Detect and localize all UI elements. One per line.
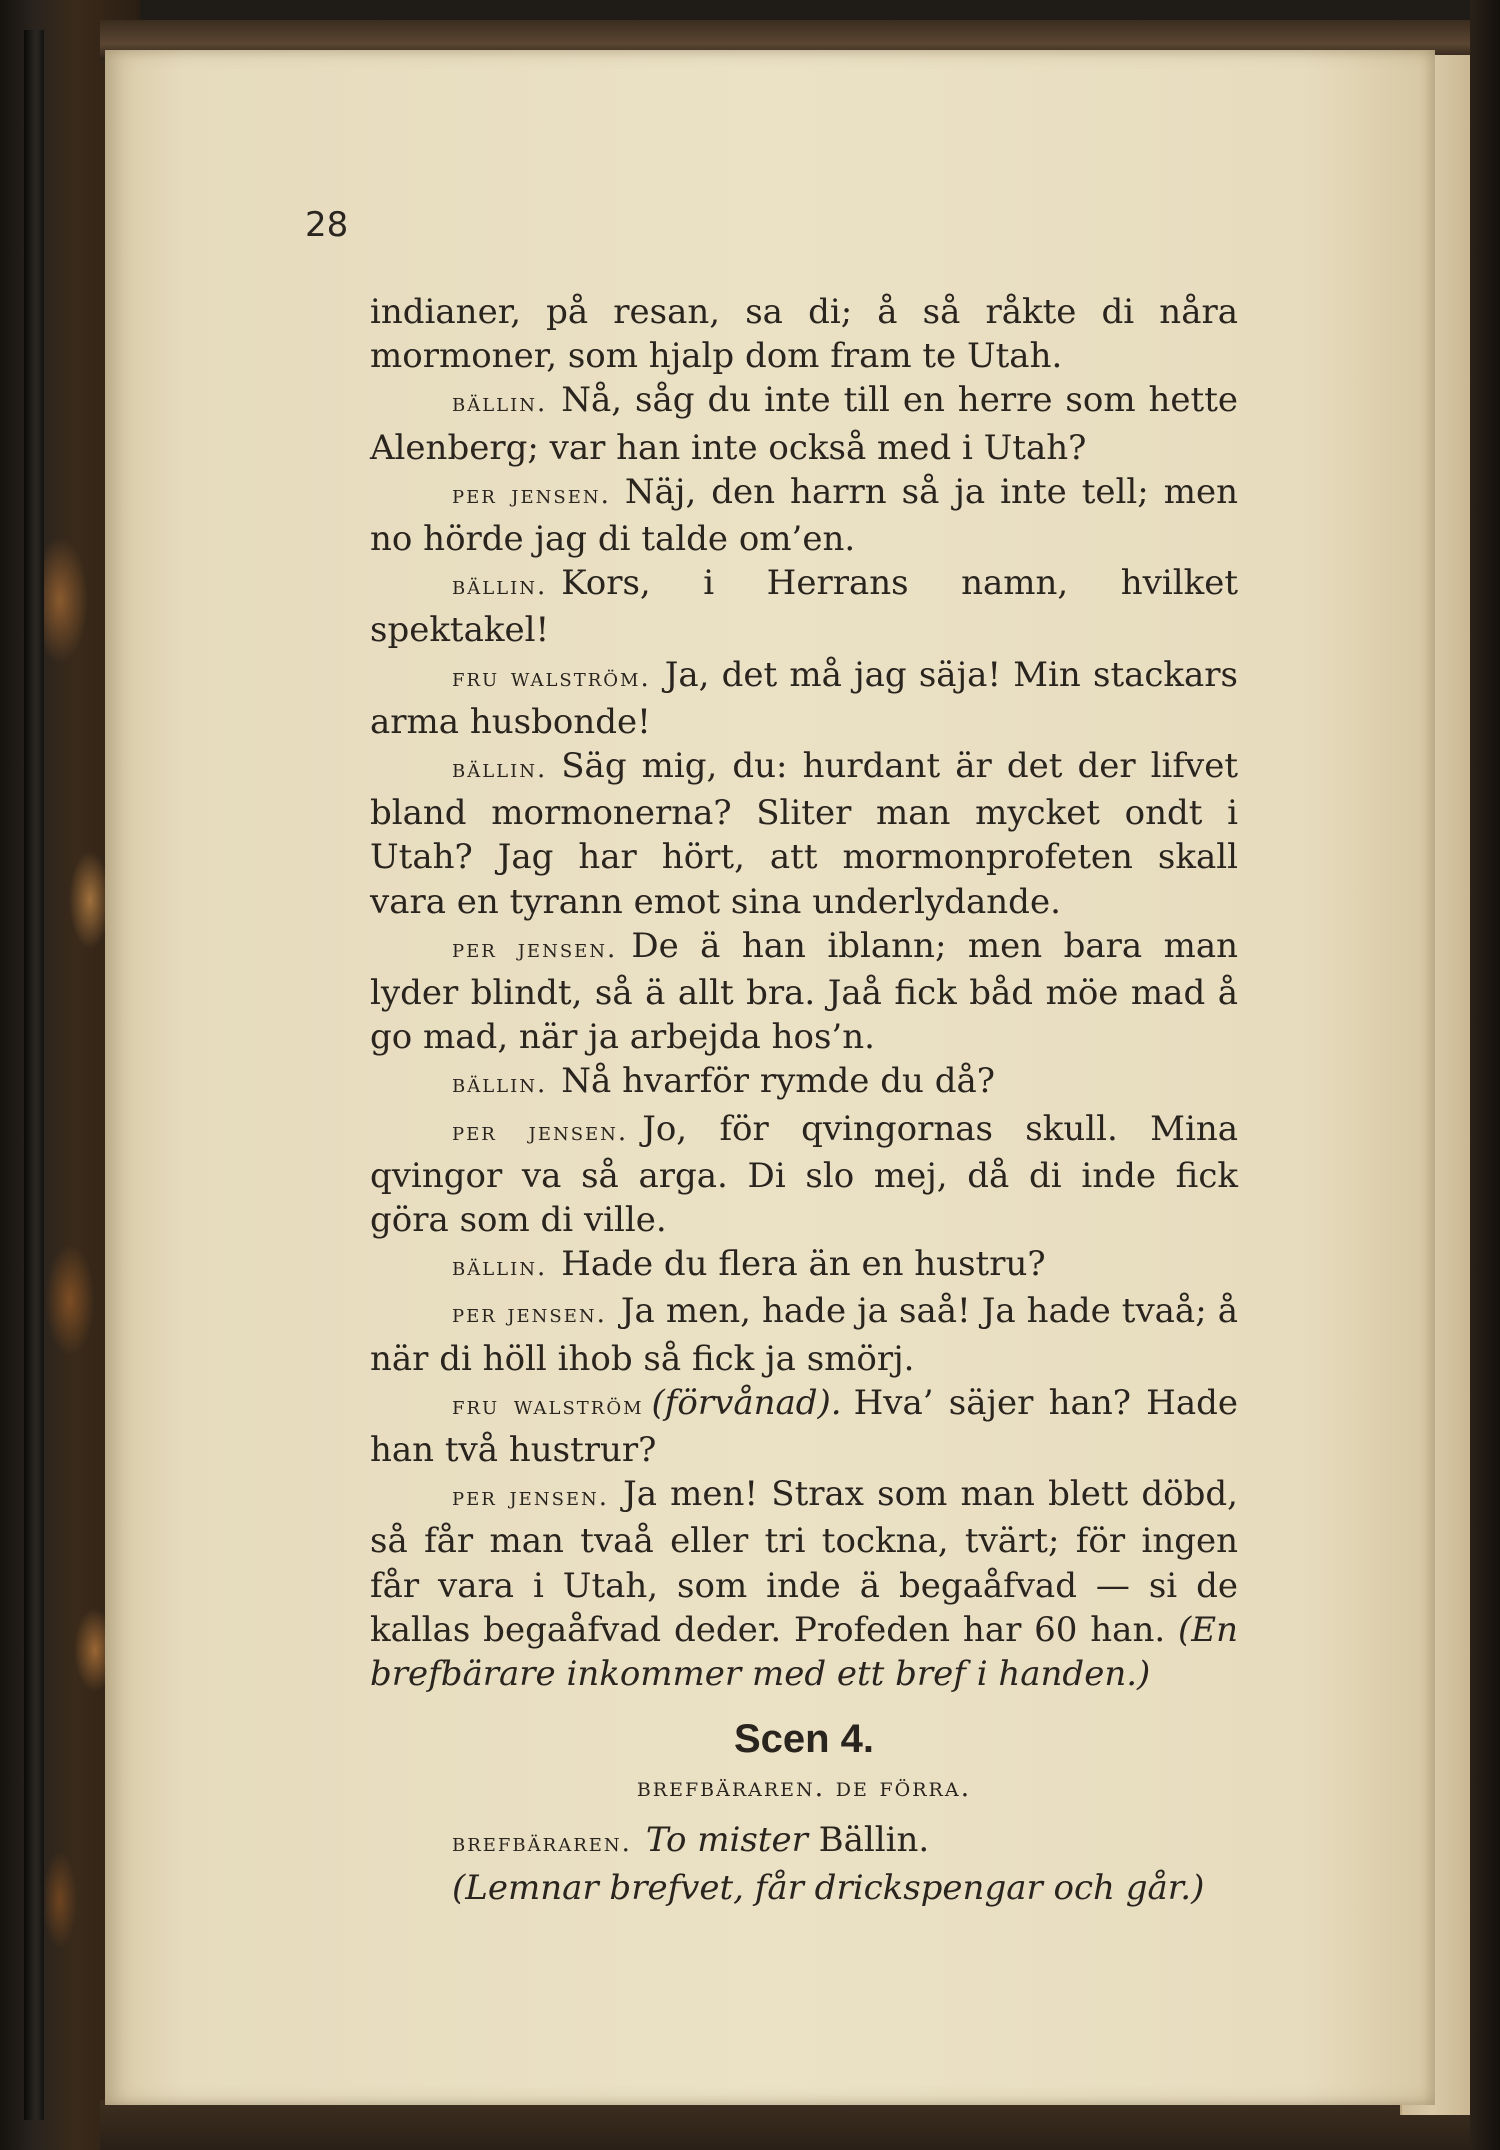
speaker-name: per jensen. bbox=[452, 1299, 607, 1330]
dialogue-text: Hade du flera än en hustru? bbox=[561, 1244, 1046, 1285]
dialogue-text: De ä han iblann; men bara man lyder blindt, så ä allt bra. Jaå fick båd möe mad å go mad, när ja arbejda hos’n. bbox=[370, 925, 1238, 1058]
dialogue-paragraph bbox=[370, 653, 1238, 744]
speaker-name: fru walström. bbox=[452, 662, 651, 693]
dialogue-paragraph bbox=[370, 924, 1238, 1060]
dialogue-text: indianer, på resan, sa di; å så råkte di nåra mormoner, som hjalp dom fram te Utah. bbox=[370, 292, 1238, 377]
address-text: To mister bbox=[645, 1820, 808, 1861]
dialogue-paragraph bbox=[370, 1289, 1238, 1380]
book-cover-right bbox=[1470, 0, 1500, 2150]
dialogue-paragraph bbox=[370, 1242, 1238, 1289]
scene-title: Scen 4. bbox=[733, 1717, 875, 1762]
binding-bottom-edge bbox=[100, 2100, 1475, 2150]
scene-cast: brefbäraren. de förra. bbox=[636, 1772, 972, 1804]
speaker-name: per jensen. bbox=[452, 933, 618, 964]
page-number: 28 bbox=[305, 205, 349, 245]
book-spine bbox=[24, 30, 44, 2120]
dialogue-paragraph bbox=[370, 744, 1238, 924]
speaker-name: per jensen. bbox=[452, 1482, 610, 1513]
dialogue-paragraph bbox=[370, 290, 1238, 378]
speaker-name: bällin. bbox=[452, 571, 548, 602]
dialogue-text: Bällin. bbox=[818, 1820, 930, 1861]
dialogue-text: Säg mig, du: hurdant är det der lifvet bland mormonerna? Sliter man mycket ondt i Utah? Jag har hört, att mormonprofeten skall vara en tyrann emot sina underlydande. bbox=[370, 746, 1238, 922]
speaker-name: bällin. bbox=[452, 1252, 548, 1283]
dialogue-paragraph bbox=[370, 561, 1238, 652]
page-text bbox=[370, 290, 1238, 1910]
speaker-name: per jensen. bbox=[452, 1116, 629, 1147]
dialogue-text: Nå, såg du inte till en herre som hette Alenberg; var han inte också med i Utah? bbox=[370, 380, 1238, 468]
speaker-name: per jensen. bbox=[452, 479, 611, 510]
speaker-name: bällin. bbox=[452, 754, 548, 785]
dialogue-paragraph bbox=[370, 1381, 1238, 1472]
dialogue-text: Ja, det må jag säja! Min stackars arma husbonde! bbox=[370, 654, 1239, 742]
speaker-name: fru walström bbox=[452, 1390, 644, 1421]
speaker-name: bällin. bbox=[452, 1069, 548, 1100]
stage-direction: (En brefbärare inkommer med ett bref i handen.) bbox=[370, 1609, 1238, 1695]
speaker-name: bällin. bbox=[452, 388, 548, 419]
dialogue-paragraph bbox=[370, 378, 1238, 469]
stage-direction-paragraph bbox=[370, 1866, 1238, 1910]
stage-direction: (förvånad). bbox=[651, 1382, 842, 1423]
dialogue-paragraph bbox=[370, 1107, 1238, 1243]
dialogue-paragraph bbox=[370, 1059, 1238, 1106]
speaker-name: brefbäraren. bbox=[452, 1828, 632, 1859]
dialogue-text: Hva’ säjer han? Hade han två hustrur? bbox=[370, 1382, 1238, 1471]
stage-direction: (Lemnar brefvet, får drickspengar och går.) bbox=[452, 1867, 1205, 1908]
dialogue-text: Näj, den harrn så ja inte tell; men no hörde jag di talde om’en. bbox=[370, 471, 1238, 560]
dialogue-paragraph bbox=[370, 1818, 1238, 1865]
dialogue-text: Ja men! Strax som man blett döbd, så får man tvaå eller tri tockna, tvärt; för ingen får vara i Utah, som inde ä begaåfvad — si de kallas begaåfvad deder. Profeden har 60 han. bbox=[370, 1474, 1238, 1650]
dialogue-text: Jo, för qvingornas skull. Mina qvingor va så arga. Di slo mej, då di inde fick göra som di ville. bbox=[370, 1108, 1238, 1241]
dialogue-paragraph bbox=[370, 470, 1238, 561]
dialogue-text: Ja men, hade ja saå! Ja hade tvaå; å när di höll ihob så fick ja smörj. bbox=[370, 1291, 1238, 1379]
dialogue-paragraph bbox=[370, 1472, 1238, 1696]
dialogue-text: Kors, i Herrans namn, hvilket spektakel! bbox=[370, 563, 1238, 651]
dialogue-text: Nå hvarför rymde du då? bbox=[561, 1061, 995, 1102]
